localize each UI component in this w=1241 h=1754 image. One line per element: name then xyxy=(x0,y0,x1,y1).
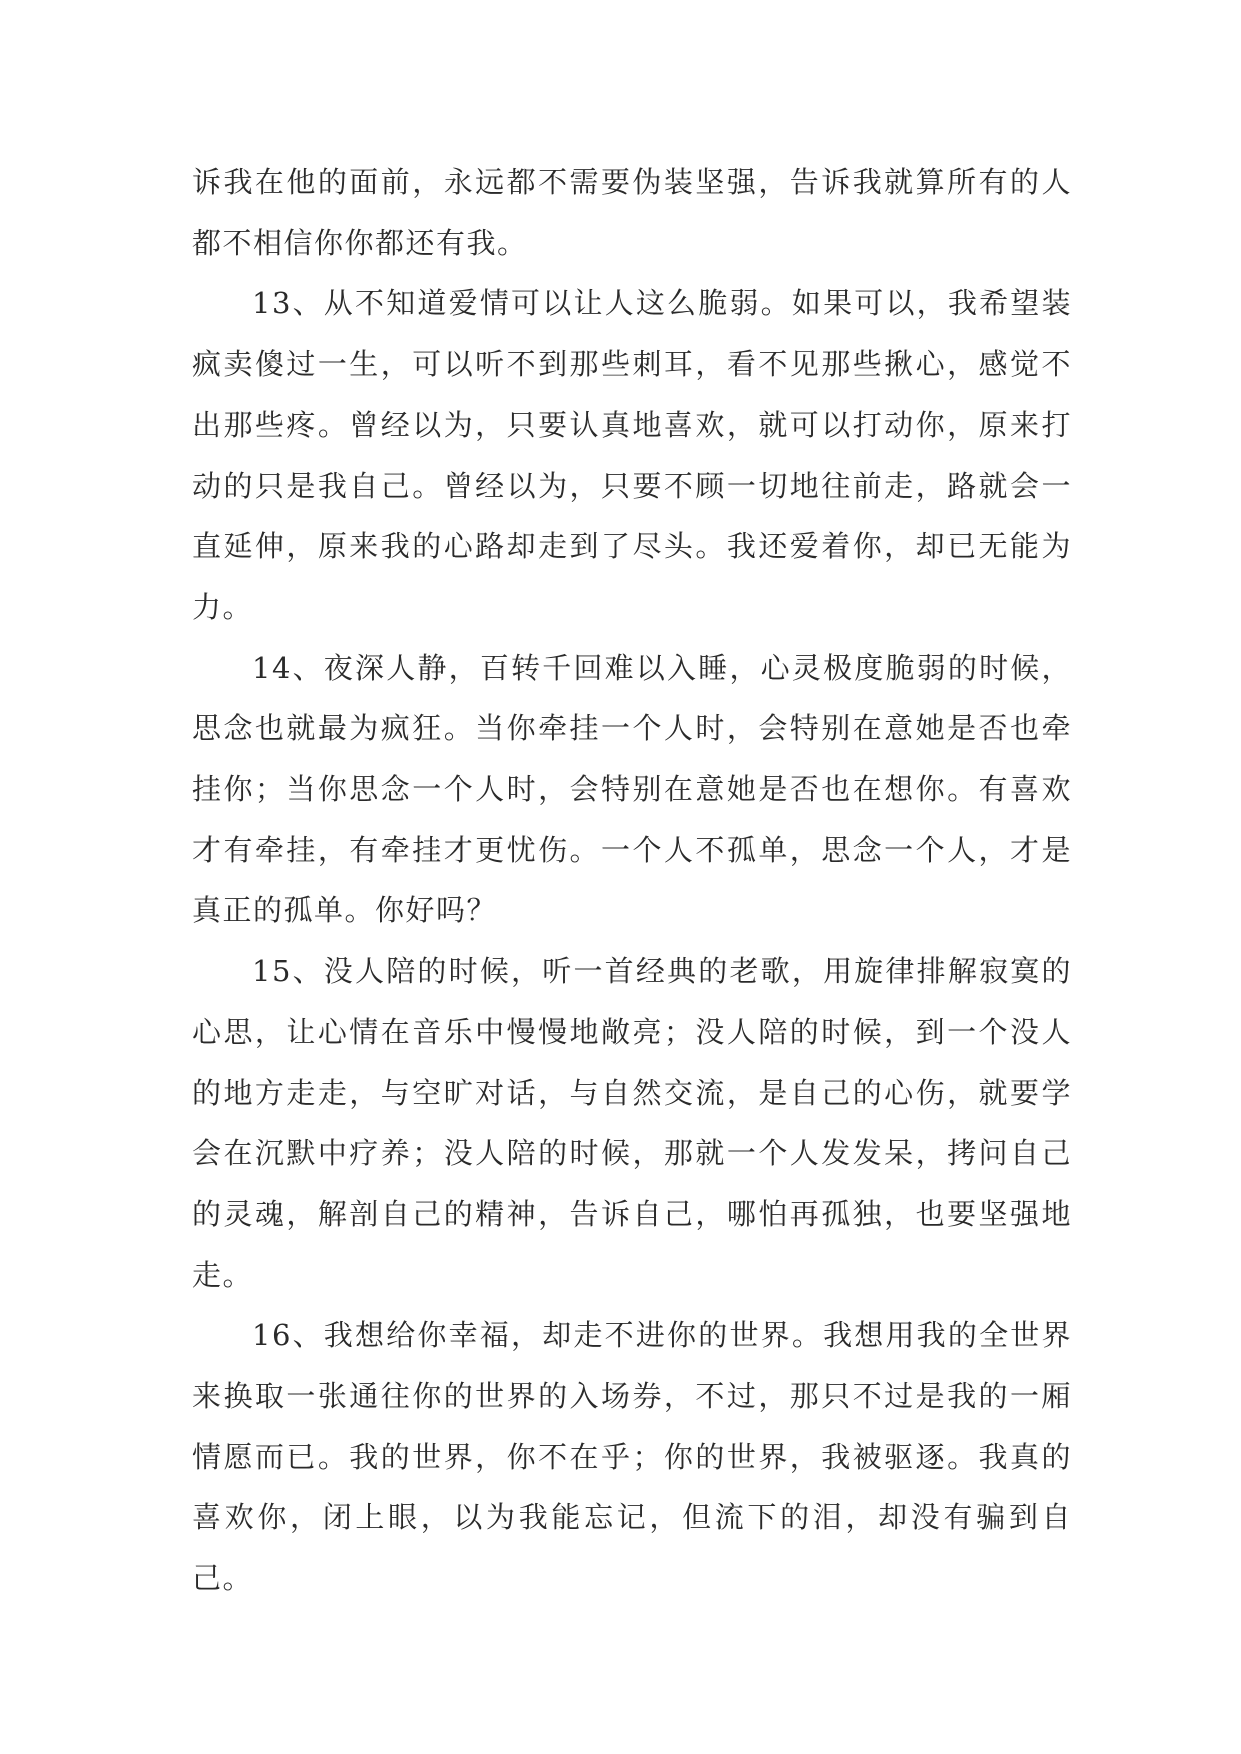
document-body xyxy=(192,152,1072,1609)
paragraph-13: 13、从不知道爱情可以让人这么脆弱。如果可以，我希望装疯卖傻过一生，可以听不到那些刺耳，看不见那些揪心，感觉不出那些疼。曾经以为，只要认真地喜欢，就可以打动你，原来打动的只是我自己。曾经以为，只要不顾一切地往前走，路就会一直延伸，原来我的心路却走到了尽头。我还爱着你，却已无能为力。 xyxy=(192,286,1072,624)
paragraph-continuation: 诉我在他的面前，永远都不需要伪装坚强，告诉我就算所有的人都不相信你你都还有我。 xyxy=(192,165,1072,260)
paragraph-16: 16、我想给你幸福，却走不进你的世界。我想用我的全世界来换取一张通往你的世界的入场券，不过，那只不过是我的一厢情愿而已。我的世界，你不在乎；你的世界，我被驱逐。我真的喜欢你，闭上眼，以为我能忘记，但流下的泪，却没有骗到自己。 xyxy=(192,1318,1072,1596)
paragraph-15: 15、没人陪的时候，听一首经典的老歌，用旋律排解寂寞的心思，让心情在音乐中慢慢地敞亮；没人陪的时候，到一个没人的地方走走，与空旷对话，与自然交流，是自己的心伤，就要学会在沉默中疗养；没人陪的时候，那就一个人发发呆，拷问自己的灵魂，解剖自己的精神，告诉自己，哪怕再孤独，也要坚强地走。 xyxy=(192,954,1072,1292)
paragraph-14: 14、夜深人静，百转千回难以入睡，心灵极度脆弱的时候，思念也就最为疯狂。当你牵挂一个人时，会特别在意她是否也牵挂你；当你思念一个人时，会特别在意她是否也在想你。有喜欢才有牵挂，有牵挂才更忧伤。一个人不孤单，思念一个人，才是真正的孤单。你好吗？ xyxy=(192,650,1072,928)
